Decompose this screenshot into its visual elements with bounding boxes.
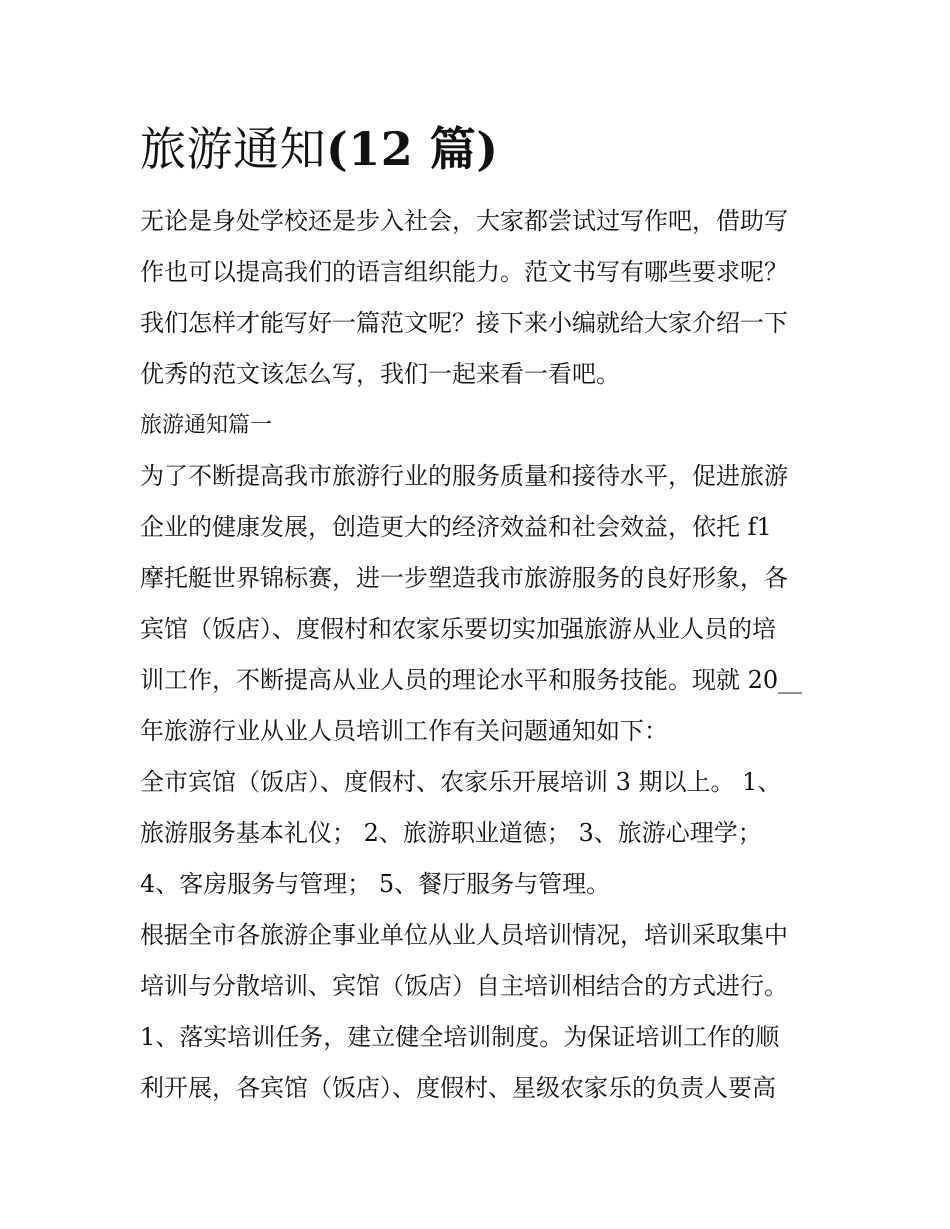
body-line-1: 为了不断提高我市旅游行业的服务质量和接待水平，促进旅游 (140, 462, 788, 490)
body-line-13: 利开展，各宾馆（饭店）、度假村、星级农家乐的负责人要高 (140, 1074, 776, 1102)
section-heading: 旅游通知篇一 (140, 413, 273, 438)
body-line-5: 训工作，不断提高从业人员的理论水平和服务技能。现就 20__ (140, 666, 803, 694)
body-line-10: 根据全市各旅游企事业单位从业人员培训情况，培训采取集中 (140, 921, 788, 949)
body-line-7: 全市宾馆（饭店）、度假村、农家乐开展培训 3 期以上。 1、 (140, 768, 782, 796)
body-line-12: 1、落实培训任务，建立健全培训制度。为保证培训工作的顺 (140, 1023, 780, 1051)
body-line-6: 年旅游行业从业人员培训工作有关问题通知如下： (140, 717, 668, 745)
document-title (140, 112, 820, 186)
title-main: 旅游通知 (140, 122, 326, 176)
intro-line-1: 无论是身处学校还是步入社会，大家都尝试过写作吧，借助写 (140, 207, 788, 235)
document-page (140, 112, 820, 1114)
body-line-4: 宾馆（饭店）、度假村和农家乐要切实加强旅游从业人员的培 (140, 615, 776, 643)
body-line-11: 培训与分散培训、宾馆（饭店）自主培训相结合的方式进行。 (140, 972, 788, 1000)
intro-line-4: 优秀的范文该怎么写，我们一起来看一看吧。 (140, 360, 620, 388)
body-line-9: 4、客房服务与管理； 5、餐厅服务与管理。 (140, 870, 611, 898)
body-line-3: 摩托艇世界锦标赛，进一步塑造我市旅游服务的良好形象，各 (140, 564, 788, 592)
body-line-2: 企业的健康发展，创造更大的经济效益和社会效益，依托 f1 (140, 513, 772, 541)
intro-line-2: 作也可以提高我们的语言组织能力。范文书写有哪些要求呢？ (140, 258, 788, 286)
title-count: (12 篇) (326, 122, 499, 176)
intro-line-3: 我们怎样才能写好一篇范文呢？接下来小编就给大家介绍一下 (140, 309, 788, 337)
body-line-8: 旅游服务基本礼仪； 2、旅游职业道德； 3、旅游心理学； (140, 819, 762, 847)
